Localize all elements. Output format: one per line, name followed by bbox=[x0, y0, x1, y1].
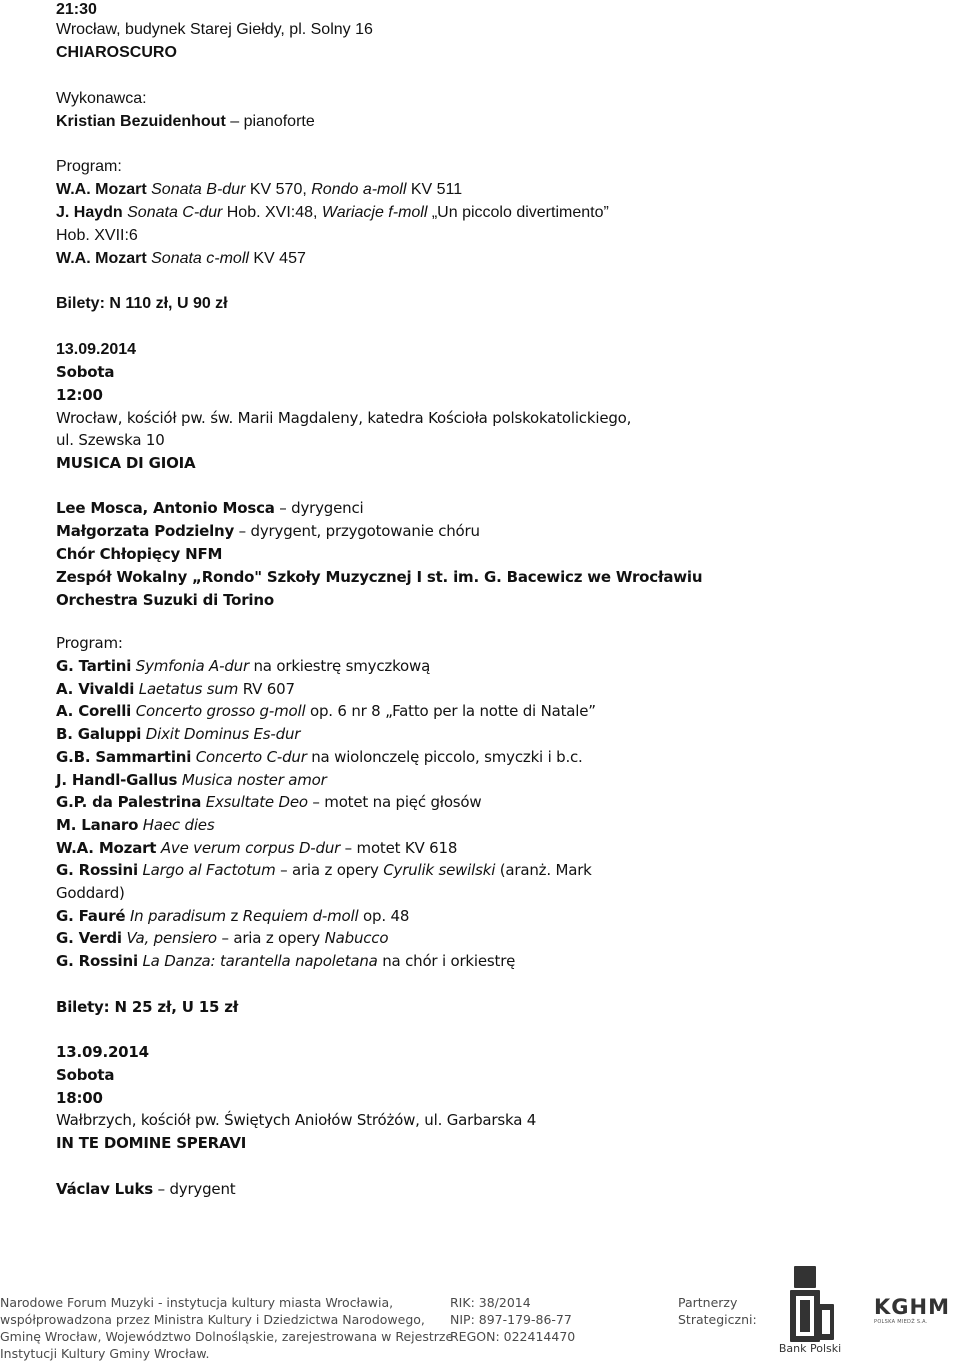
text-run: G. Fauré bbox=[56, 906, 126, 925]
text-run: Exsultate Deo bbox=[201, 793, 308, 812]
program-item bbox=[56, 180, 462, 200]
program-item bbox=[56, 951, 515, 971]
performer-item bbox=[56, 590, 274, 610]
event2-venue-line2: ul. Szewska 10 bbox=[56, 431, 165, 449]
program-item bbox=[56, 928, 388, 948]
text-run: – motet KV 618 bbox=[340, 838, 458, 857]
text-run: na orkiestrę smyczkową bbox=[248, 657, 431, 675]
program-item bbox=[56, 770, 327, 790]
text-run: W.A. Mozart bbox=[56, 250, 147, 267]
text-run: In paradisum bbox=[125, 906, 226, 925]
text-run: G. Tartini bbox=[56, 657, 132, 675]
program-item bbox=[56, 679, 295, 699]
text-run: Sonata C-dur bbox=[122, 204, 223, 221]
program-item bbox=[56, 656, 430, 676]
text-run: Largo al Factotum bbox=[137, 861, 276, 880]
performer-item bbox=[56, 521, 480, 541]
text-run: na chór i orkiestrę bbox=[377, 952, 516, 971]
text-run: Orchestra Suzuki di Torino bbox=[56, 591, 274, 609]
text-run: W.A. Mozart bbox=[56, 181, 147, 198]
kghm-logo bbox=[874, 1296, 956, 1328]
text-run: Nabucco bbox=[324, 929, 389, 948]
event1-time: 21:30 bbox=[56, 1, 97, 18]
pko-bank-polski-logo bbox=[778, 1264, 842, 1364]
text-run: G.P. da Palestrina bbox=[56, 793, 202, 812]
text-run: – aria z opery bbox=[275, 861, 384, 880]
program-item bbox=[56, 249, 306, 269]
text-run: na wiolonczelę piccolo, smyczki i b.c. bbox=[306, 747, 583, 766]
event1-performer-label: Wykonawca: bbox=[56, 90, 147, 107]
event1-title: CHIAROSCURO bbox=[56, 44, 177, 61]
kghm-subtitle: POLSKA MIEDŹ S.A. bbox=[874, 1319, 928, 1325]
text-run: B. Galuppi bbox=[56, 725, 142, 744]
performer-name: Kristian Bezuidenhout bbox=[56, 113, 226, 130]
text-run: G.B. Sammartini bbox=[56, 747, 192, 766]
text-run: Małgorzata Podzielny bbox=[56, 522, 235, 540]
text-run: Dixit Dominus Es-dur bbox=[141, 725, 301, 744]
footer-org-line: współprowadzona przez Ministra Kultury i Dziedzictwa Narodowego, bbox=[0, 1312, 425, 1327]
text-run: J. Handl-Gallus bbox=[56, 770, 178, 789]
footer-org-line: Narodowe Forum Muzyki - instytucja kultury miasta Wrocławia, bbox=[0, 1295, 394, 1310]
text-run: Concerto grosso g-moll bbox=[131, 702, 306, 721]
program-item bbox=[56, 724, 300, 744]
text-run: (aranż. Mark bbox=[495, 861, 592, 880]
text-run: Va, pensiero bbox=[121, 929, 217, 948]
text-run: Symfonia A-dur bbox=[131, 657, 249, 675]
program-item bbox=[56, 747, 583, 767]
event2-title: MUSICA DI GIOIA bbox=[56, 454, 196, 472]
performer-item bbox=[56, 498, 363, 518]
text-run: G. Verdi bbox=[56, 929, 122, 948]
footer-org-line: Gminę Wrocław, Województwo Dolnośląskie, zarejestrowana w Rejestrze bbox=[0, 1329, 454, 1344]
bank-polski-label: Bank Polski bbox=[778, 1342, 842, 1355]
performer-role: – pianoforte bbox=[225, 113, 315, 130]
text-run: A. Vivaldi bbox=[56, 679, 135, 698]
text-run: – dyrygent, przygotowanie chóru bbox=[234, 522, 480, 540]
text-run: – aria z opery bbox=[216, 929, 325, 948]
text-run: A. Corelli bbox=[56, 702, 132, 721]
text-run: KV 511 bbox=[406, 181, 463, 198]
text-run: W.A. Mozart bbox=[56, 838, 157, 857]
event1-venue: Wrocław, budynek Starej Giełdy, pl. Solny 16 bbox=[56, 21, 373, 38]
event2-date: 13.09.2014 bbox=[56, 341, 137, 358]
performer-name: Václav Luks bbox=[56, 1180, 154, 1198]
text-run: „Un piccolo divertimento” bbox=[427, 204, 609, 221]
event3-date: 13.09.2014 bbox=[56, 1043, 149, 1061]
text-run: M. Lanaro bbox=[56, 815, 139, 834]
text-run: Requiem d-moll bbox=[242, 906, 359, 925]
event1-tickets: Bilety: N 110 zł, U 90 zł bbox=[56, 295, 228, 312]
program-item bbox=[56, 838, 457, 858]
text-run: Chór Chłopięcy NFM bbox=[56, 545, 223, 563]
text-run: La Danza: tarantella napoletana bbox=[137, 952, 378, 971]
text-run: J. Haydn bbox=[56, 204, 123, 221]
program-item bbox=[56, 203, 609, 223]
text-run: RV 607 bbox=[238, 679, 295, 698]
program-item bbox=[56, 883, 125, 903]
event3-performer bbox=[56, 1179, 235, 1199]
text-run: Sonata c-moll bbox=[146, 250, 249, 267]
text-run: – motet na pięć głosów bbox=[307, 793, 482, 812]
event2-program-label: Program: bbox=[56, 634, 123, 652]
text-run: op. 6 nr 8 „Fatto per la notte di Natale” bbox=[305, 702, 596, 721]
program-item bbox=[56, 226, 138, 246]
footer-regon: REGON: 022414470 bbox=[450, 1329, 576, 1344]
text-run: Musica noster amor bbox=[177, 770, 327, 789]
event3-title: IN TE DOMINE SPERAVI bbox=[56, 1134, 247, 1152]
text-run: – dyrygenci bbox=[274, 499, 364, 517]
text-run: Wariacje f-moll bbox=[321, 204, 428, 221]
text-run: Lee Mosca, Antonio Mosca bbox=[56, 499, 275, 517]
text-run: Goddard) bbox=[56, 884, 125, 902]
event3-time: 18:00 bbox=[56, 1089, 103, 1107]
text-run: Hob. XVI:48, bbox=[222, 204, 322, 221]
event3-venue: Wałbrzych, kościół pw. Świętych Aniołów Stróżów, ul. Garbarska 4 bbox=[56, 1111, 537, 1129]
event2-day: Sobota bbox=[56, 363, 115, 381]
text-run: Concerto C-dur bbox=[191, 747, 307, 766]
text-run: Haec dies bbox=[138, 815, 215, 834]
footer-partners-label-2: Strategiczni: bbox=[678, 1312, 757, 1327]
event2-venue-line1: Wrocław, kościół pw. św. Marii Magdaleny, katedra Kościoła polskokatolickiego, bbox=[56, 409, 632, 427]
footer-rik: RIK: 38/2014 bbox=[450, 1295, 531, 1310]
footer-partners-label: Partnerzy bbox=[678, 1295, 738, 1310]
kghm-wordmark: KGHM bbox=[874, 1295, 950, 1319]
text-run: Hob. XVII:6 bbox=[56, 227, 138, 244]
event2-tickets: Bilety: N 25 zł, U 15 zł bbox=[56, 998, 239, 1016]
text-run: G. Rossini bbox=[56, 952, 138, 971]
text-run: op. 48 bbox=[358, 906, 410, 925]
text-run: Sonata B-dur bbox=[146, 181, 246, 198]
event1-program-label: Program: bbox=[56, 158, 122, 175]
text-run: Laetatus sum bbox=[134, 679, 239, 698]
text-run: z bbox=[225, 906, 243, 925]
performer-item bbox=[56, 544, 222, 564]
performer-role: – dyrygent bbox=[153, 1180, 236, 1198]
program-item bbox=[56, 906, 409, 926]
text-run: Rondo a-moll bbox=[311, 181, 407, 198]
footer-nip: NIP: 897-179-86-77 bbox=[450, 1312, 572, 1327]
program-item bbox=[56, 815, 214, 835]
text-run: Ave verum corpus D-dur bbox=[156, 838, 341, 857]
program-item bbox=[56, 701, 596, 721]
text-run: Zespół Wokalny „Rondo" Szkoły Muzycznej I st. im. G. Bacewicz we Wrocławiu bbox=[56, 568, 703, 586]
text-run: Cyrulik sewilski bbox=[383, 861, 496, 880]
text-run: KV 570, bbox=[245, 181, 312, 198]
text-run: G. Rossini bbox=[56, 861, 138, 880]
text-run: KV 457 bbox=[248, 250, 306, 267]
event2-time: 12:00 bbox=[56, 386, 103, 404]
event3-day: Sobota bbox=[56, 1066, 115, 1084]
program-item bbox=[56, 792, 481, 812]
event1-performer bbox=[56, 112, 315, 132]
footer-org-line: Instytucji Kultury Gminy Wrocław. bbox=[0, 1346, 210, 1361]
program-item bbox=[56, 860, 592, 880]
performer-item bbox=[56, 567, 702, 587]
